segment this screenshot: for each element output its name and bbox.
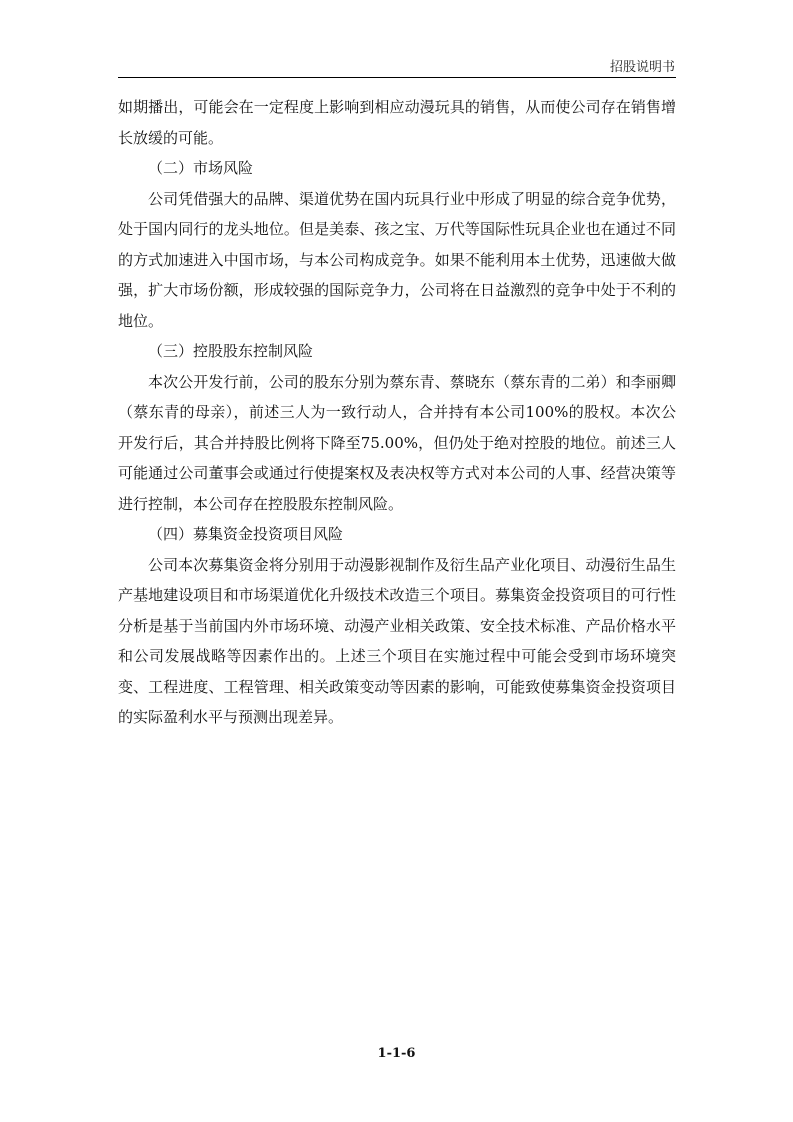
document-title: 招股说明书 xyxy=(609,60,675,75)
document-body xyxy=(118,92,676,733)
paragraph-continuation: 如期播出，可能会在一定程度上影响到相应动漫玩具的销售，从而使公司存在销售增长放缓的可能。 xyxy=(118,98,676,147)
paragraph-market-risk: 公司凭借强大的品牌、渠道优势在国内玩具行业中形成了明显的综合竞争优势，处于国内同行的龙头地位。但是美泰、孩之宝、万代等国际性玩具企业也在通过不同的方式加速进入中国市场，与本公司构成竞争。如果不能利用本土优势，迅速做大做强，扩大市场份额，形成较强的国际竞争力，公司将在日益激烈的竞争中处于不利的地位。 xyxy=(118,189,676,330)
paragraph-investment-risk: 公司本次募集资金将分别用于动漫影视制作及衍生品产业化项目、动漫衍生品生产基地建设项目和市场渠道优化升级技术改造三个项目。募集资金投资项目的可行性分析是基于当前国内外市场环境、动漫产业相关政策、安全技术标准、产品价格水平和公司发展战略等因素作出的。上述三个项目在实施过程中可能会受到市场环境突变、工程进度、工程管理、相关政策变动等因素的影响，可能致使募集资金投资项目的实际盈利水平与预测出现差异。 xyxy=(118,555,676,726)
page-number: 1-1-6 xyxy=(377,1046,416,1061)
section-heading-control-risk: （三）控股股东控制风险 xyxy=(148,342,314,360)
section-heading-market-risk: （二）市场风险 xyxy=(148,159,254,177)
paragraph-control-risk: 本次公开发行前，公司的股东分别为蔡东青、蔡晓东（蔡东青的二弟）和李丽卿（蔡东青的母亲），前述三人为一致行动人，合并持有本公司100%的股权。本次公开发行后，其合并持股比例将下降至75.00%，但仍处于绝对控股的地位。前述三人可能通过公司董事会或通过行使提案权及表决权等方式对本公司的人事、经营决策等进行控制，本公司存在控股股东控制风险。 xyxy=(118,372,676,513)
section-heading-investment-risk: （四）募集资金投资项目风险 xyxy=(148,525,344,543)
header-divider xyxy=(118,77,676,78)
